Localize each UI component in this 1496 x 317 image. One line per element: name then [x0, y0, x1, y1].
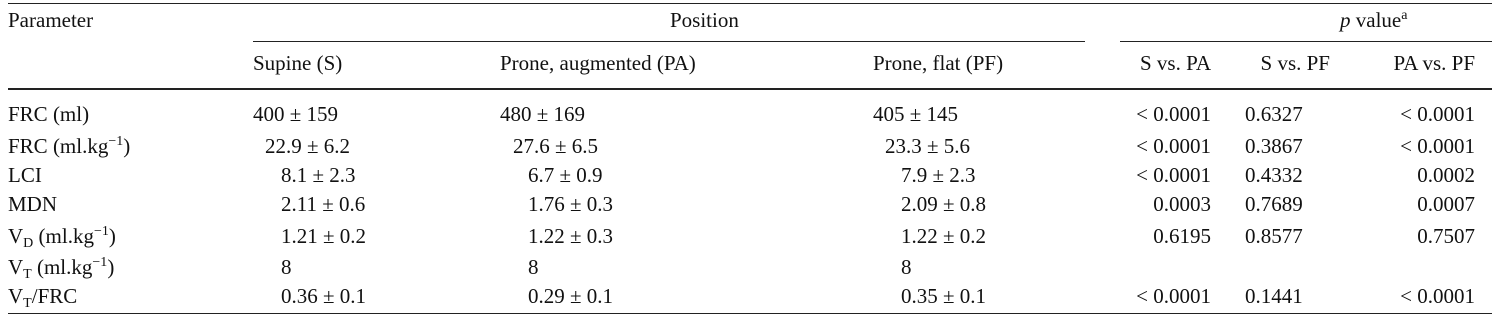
cell-supine: 8.1 ± 2.3: [281, 163, 356, 187]
cell-supine: 2.11 ± 0.6: [281, 192, 366, 216]
cell-prone-augmented: 6.7 ± 0.9: [528, 163, 603, 187]
cell-s-vs-pa: < 0.0001: [1136, 134, 1211, 158]
row-param: $V_D$ $(ml.kg^{-1})$: [8, 224, 116, 251]
cell-pa-vs-pf: 0.7507: [1417, 224, 1475, 248]
col-s-vs-pa: S vs. PA: [1139, 51, 1211, 75]
cell-pa-vs-pf: 0.0002: [1417, 163, 1475, 187]
cell-s-vs-pa: < 0.0001: [1136, 163, 1211, 187]
cell-s-vs-pf: 0.6327: [1245, 102, 1303, 126]
cell-prone-augmented: 480 ± 169: [500, 102, 586, 126]
cell-s-vs-pf: 0.8577: [1245, 224, 1303, 248]
header-position: Position: [670, 8, 739, 32]
row-param: MDN: [8, 192, 58, 216]
col-s-vs-pf: S vs. PF: [1260, 51, 1330, 75]
p-symbol: p: [1340, 8, 1351, 32]
p-value-subrule: [1120, 41, 1492, 42]
cell-prone-augmented: 8: [528, 255, 539, 279]
cell-prone-flat: 1.22 ± 0.2: [901, 224, 987, 248]
cell-prone-augmented: 27.6 ± 6.5: [513, 134, 599, 158]
cell-pa-vs-pf: 0.0007: [1417, 192, 1475, 216]
cell-prone-flat: 23.3 ± 5.6: [885, 134, 971, 158]
header-p-value: [1340, 8, 1407, 32]
cell-prone-augmented: 1.22 ± 0.3: [528, 224, 614, 248]
cell-s-vs-pf: 0.3867: [1245, 134, 1303, 158]
cell-pa-vs-pf: < 0.0001: [1400, 102, 1475, 126]
table-top-rule: [8, 3, 1492, 4]
cell-prone-flat: 8: [901, 255, 912, 279]
cell-supine: 0.36 ± 0.1: [281, 284, 367, 308]
cell-s-vs-pf: 0.4332: [1245, 163, 1303, 187]
cell-pa-vs-pf: < 0.0001: [1400, 284, 1475, 308]
p-value-label: value: [1350, 8, 1402, 32]
col-prone-flat: Prone, flat (PF): [873, 51, 1004, 75]
cell-supine: 1.21 ± 0.2: [281, 224, 367, 248]
cell-prone-flat: 405 ± 145: [873, 102, 959, 126]
cell-prone-flat: 2.09 ± 0.8: [901, 192, 987, 216]
cell-s-vs-pa: 0.0003: [1153, 192, 1211, 216]
p-value-footnote: a: [1401, 8, 1408, 23]
cell-prone-augmented: 0.29 ± 0.1: [528, 284, 614, 308]
cell-prone-flat: 0.35 ± 0.1: [901, 284, 987, 308]
row-param: FRC $(ml.kg^{-1})$: [8, 134, 131, 158]
cell-supine: 22.9 ± 6.2: [265, 134, 351, 158]
cell-pa-vs-pf: < 0.0001: [1400, 134, 1475, 158]
row-param: $V_T$/FRC: [8, 284, 78, 311]
header-bottom-rule: [8, 88, 1492, 90]
cell-prone-flat: 7.9 ± 2.3: [901, 163, 976, 187]
row-param: LCI: [8, 163, 42, 187]
col-pa-vs-pf: PA vs. PF: [1393, 51, 1475, 75]
cell-supine: 400 ± 159: [253, 102, 339, 126]
cell-s-vs-pf: 0.7689: [1245, 192, 1303, 216]
row-param: $V_T$ $(ml.kg^{-1})$: [8, 255, 115, 282]
cell-prone-augmented: 1.76 ± 0.3: [528, 192, 614, 216]
col-supine: Supine (S): [253, 51, 343, 75]
col-prone-augmented: Prone, augmented (PA): [500, 51, 696, 75]
table-bottom-rule: [8, 313, 1492, 314]
cell-s-vs-pa: < 0.0001: [1136, 284, 1211, 308]
cell-s-vs-pa: < 0.0001: [1136, 102, 1211, 126]
cell-s-vs-pf: 0.1441: [1245, 284, 1303, 308]
cell-supine: 8: [281, 255, 292, 279]
cell-s-vs-pa: 0.6195: [1153, 224, 1211, 248]
header-parameter: Parameter: [8, 8, 94, 32]
row-param: FRC (ml): [8, 102, 90, 126]
position-subrule: [253, 41, 1085, 42]
